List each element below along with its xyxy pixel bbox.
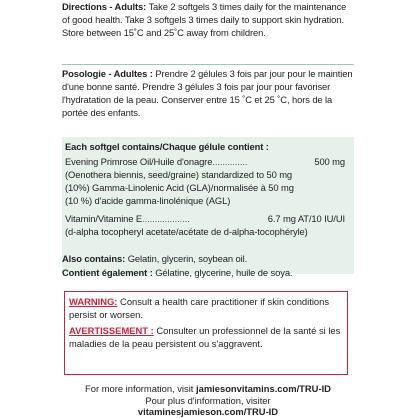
ingredient-label: (d-alpha tocopheryl acetate/acétate de d-alpha-tocophéryle) <box>65 226 308 237</box>
footer-prefix: For more information, visit <box>85 383 194 394</box>
ingredient-label: Evening Primrose Oil/Huile d'onagre <box>65 156 213 167</box>
directions-french-heading: Posologie - Adultes : <box>62 68 153 79</box>
ingredient-line <box>65 181 351 194</box>
footer-link-english[interactable]: jamiesonvitamins.com/TRU-ID <box>196 383 331 394</box>
warning-box <box>64 291 348 375</box>
ingredient-label: (10%) Gamma-Linolenic Acid (GLA)/normalisée à 50 mg <box>65 182 294 193</box>
also-contains-english-text: Gelatin, glycerin, soybean oil. <box>127 253 248 264</box>
ingredient-label: (Oenothera biennis, seed/graine) standardized to 50 mg <box>65 169 293 180</box>
also-contains-english <box>62 252 354 265</box>
directions-french <box>62 67 354 119</box>
divider <box>62 64 354 65</box>
directions-french-text: Prendre 2 gélules 3 fois par jour pour le maintien d'une bonne santé. Prendre 3 gélules 3 fois par jour pour favoriser l'hydratation de la peau. Conserver entre 15 ˚C et 25 ˚C, hors de la portée des enfants. <box>62 68 353 118</box>
also-contains-english-heading: Also contains: <box>62 253 126 264</box>
product-label <box>58 0 358 416</box>
footer-link-french[interactable]: vitaminesjamieson.com/TRU-ID <box>137 406 279 417</box>
footer-line-english <box>62 383 354 395</box>
ingredient-value: 500 mg <box>314 156 345 167</box>
warning-french <box>69 324 343 350</box>
warning-french-key: AVERTISSEMENT : <box>69 325 154 336</box>
warning-english <box>69 295 343 321</box>
footer-line-french: Pour plus d'information, visiter <box>145 394 271 406</box>
warning-english-text: Consult a health care practitioner if skin conditions persist or worsen. <box>69 296 330 320</box>
ingredient-value: 6.7 mg AT/10 IU/UI <box>267 213 345 224</box>
ingredient-label: Vitamin/Vitamine E <box>65 213 143 224</box>
ingredient-line <box>65 155 351 168</box>
also-contains-french-text: Gélatine, glycerine, huile de soya. <box>155 267 293 278</box>
directions-english-heading: Directions - Adults: <box>62 1 147 12</box>
ingredient-dots: ................... <box>142 213 190 224</box>
warning-english-key: WARNING: <box>69 296 118 307</box>
directions-english-text: Take 2 softgels 3 times daily for the maintenance of good health. Take 3 softgels 3 times daily to support skin hydration. Store between 15˚C and 25˚C away from children. <box>62 1 347 38</box>
ingredient-line <box>65 194 351 207</box>
ingredient-line <box>65 168 351 181</box>
ingredient-line <box>65 225 351 238</box>
footer-info <box>62 383 354 418</box>
ingredient-line <box>65 212 351 225</box>
directions-english <box>62 0 354 39</box>
also-contains-french <box>62 266 354 279</box>
ingredient-dots: .............. <box>212 156 248 167</box>
warning-french-text: Consulter un professionnel de la santé si les maladies de la peau persistent ou s'aggravent. <box>69 325 341 349</box>
ingredients-heading: Each softgel contains/Chaque gélule contient : <box>65 141 269 152</box>
ingredient-label: (10 %) d'acide gamma-linolénique (AGL) <box>65 195 231 206</box>
also-contains-french-heading: Contient également : <box>62 267 153 278</box>
